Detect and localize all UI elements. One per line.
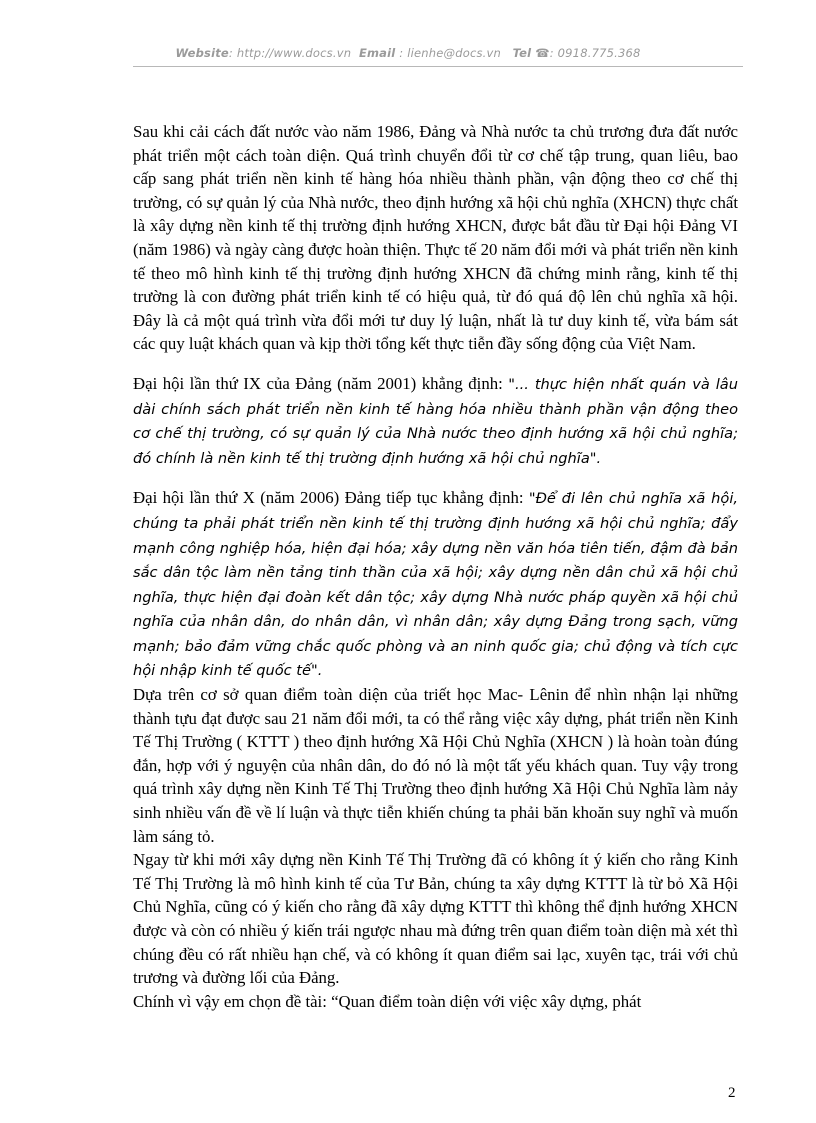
- paragraph-2-lead: Đại hội lần thứ IX của Đảng (năm 2001) khẳng định:: [133, 373, 509, 393]
- email-label: Email: [358, 46, 396, 60]
- phone-icon: ☎: [535, 46, 550, 60]
- page-header: [0, 46, 816, 60]
- paragraph-2-quote: "... thực hiện nhất quán và lâu dài chính sách phát triển nền kinh tế hàng hóa nhiều thành phần vận động theo cơ chế thị trường, có sự quản lý của Nhà nước theo định hướng xã hội chủ nghĩa; đó chính là nền kinh tế thị trường định hướng xã hội chủ nghĩa".: [133, 375, 739, 467]
- website-value: : http://www.docs.vn: [228, 46, 352, 60]
- header-divider: [133, 66, 743, 67]
- paragraph-4: Dựa trên cơ sở quan điểm toàn diện của triết học Mac- Lênin để nhìn nhận lại những thành tựu đạt được sau 21 năm đổi mới, ta có thể rằng việc xây dựng, phát triển nền Kinh Tế Thị Trường ( KTTT ) theo định hướng Xã Hội Chủ Nghĩa (XHCN ) là hoàn toàn đúng đắn, hợp với ý nguyện của nhân dân, do đó nó là một tất yếu khách quan. Tuy vậy trong quá trình xây dựng nền Kinh Tế Thị Trường theo định hướng Xã Hội Chủ Nghĩa làm nảy sinh nhiều vấn đề về lí luận và thực tiễn khiến chúng ta phải băn khoăn suy nghĩ và muốn làm sáng tỏ.: [133, 685, 738, 846]
- paragraph-3: [133, 486, 738, 683]
- tel-value: : 0918.775.368: [549, 46, 641, 60]
- website-label: Website: [175, 46, 229, 60]
- paragraph-6: Chính vì vậy em chọn đề tài: “Quan điểm toàn diện với việc xây dựng, phát: [133, 991, 642, 1011]
- paragraph-5: Ngay từ khi mới xây dựng nền Kinh Tế Thị Trường đã có không ít ý kiến cho rằng Kinh Tế Thị Trường là mô hình kinh tế của Tư Bản, chúng ta xây dựng KTTT là từ bỏ Xã Hội Chủ Nghĩa, cũng có ý kiến cho rằng đã xây dựng KTTT thì không thể định hướng XHCN được và còn có nhiều ý kiến trái ngược nhau mà đứng trên quan điểm toàn diện mà xét thì chúng đều có rất nhiều hạn chế, và có không ít quan điểm sai lạc, xuyên tạc, trái với chủ trương và đường lối của Đảng.: [133, 850, 738, 988]
- paragraph-1: Sau khi cải cách đất nước vào năm 1986, Đảng và Nhà nước ta chủ trương đưa đất nước phát triển một cách toàn diện. Quá trình chuyển đổi từ cơ chế tập trung, quan liêu, bao cấp sang phát triển nền kinh tế hàng hóa nhiều thành phần, vận động theo cơ chế thị trường, có sự quản lý của Nhà nước, theo định hướng xã hội chủ nghĩa (XHCN) thực chất là xây dựng nền kinh tế thị trường định hướng XHCN, được bắt đầu từ Đại hội Đảng VI (năm 1986) và ngày càng được hoàn thiện. Thực tế 20 năm đổi mới và phát triển nền kinh tế theo mô hình kinh tế thị trường định hướng XHCN đã chứng minh rằng, kinh tế thị trường là con đường phát triển kinh tế có hiệu quả, từ đó quá độ lên chủ nghĩa xã hội. Đây là cả một quá trình vừa đổi mới tư duy lý luận, nhất là tư duy kinh tế, vừa bám sát các quy luật khách quan và kịp thời tổng kết thực tiễn đầy sống động của Việt Nam.: [133, 122, 738, 354]
- email-value: : lienhe@docs.vn: [399, 46, 502, 60]
- paragraph-3-quote: "Để đi lên chủ nghĩa xã hội, chúng ta phải phát triển nền kinh tế thị trường định hướng xã hội chủ nghĩa; đẩy mạnh công nghiệp hóa, hiện đại hóa; xây dựng nền văn hóa tiên tiến, đậm đà bản sắc dân tộc làm nền tảng tinh thần của xã hội; xây dựng nền dân chủ xã hội chủ nghĩa, thực hiện đại đoàn kết dân tộc; xây dựng Nhà nước pháp quyền xã hội chủ nghĩa của nhân dân, do nhân dân, vì nhân dân; xây dựng Đảng trong sạch, vững mạnh; bảo đảm vững chắc quốc phòng và an ninh quốc gia; chủ động và tích cực hội nhập kinh tế quốc tế".: [133, 490, 739, 680]
- paragraph-2: [133, 372, 738, 470]
- body-text: [133, 120, 738, 1013]
- page-number: 2: [728, 1085, 736, 1101]
- paragraph-3-lead: Đại hội lần thứ X (năm 2006) Đảng tiếp tục khẳng định:: [133, 488, 529, 508]
- tel-label: Tel: [512, 46, 532, 60]
